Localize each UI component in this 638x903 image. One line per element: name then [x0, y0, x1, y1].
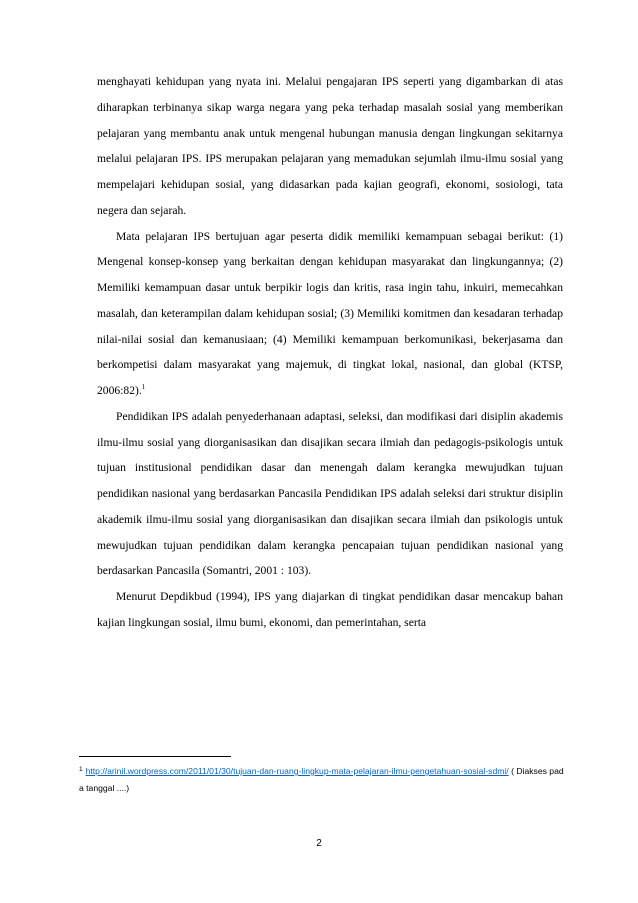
paragraph-3: Pendidikan IPS adalah penyederhanaan adaptasi, seleksi, dan modifikasi dari disiplin akademis ilmu-ilmu sosial yang diorganisasikan dan disajikan secara ilmiah dan pedagogis-psikologis untuk tujuan institusional pendidikan dasar dan menengah dalam kerangka mewujudkan tujuan pendidikan nasional yang berdasarkan Pancasila Pendidikan IPS adalah seleksi dari struktur disiplin akademik ilmu-ilmu sosial yang diorganisasikan dan disajikan secara ilmiah dan psikologis untuk mewujudkan tujuan pendidikan dalam kerangka pencapaian tujuan pendidikan nasional yang berdasarkan Pancasila (Somantri, 2001 : 103). [97, 409, 563, 578]
body-text [97, 69, 563, 636]
paragraph-1: menghayati kehidupan yang nyata ini. Melalui pengajaran IPS seperti yang digambarkan di atas diharapkan terbinanya sikap warga negara yang peka terhadap masalah sosial yang memberikan pelajaran yang membantu anak untuk mengenal hubungan manusia dengan lingkungan sekitarnya melalui pelajaran IPS. IPS merupakan pelajaran yang memadukan sejumlah ilmu-ilmu sosial yang mempelajari kehidupan sosial, yang didasarkan pada kajian geografi, ekonomi, sosiologi, tata negera dan sejarah. [97, 75, 563, 217]
footnote-reference[interactable]: 1 [141, 383, 146, 391]
footnote-separator [79, 756, 231, 757]
footnote-marker: 1 [79, 766, 83, 773]
footnote-link[interactable]: http://arinil.wordpress.com/2011/01/30/tujuan-dan-ruang-lingkup-mata-pelajaran-ilmu-pengetahuan-sosial-sdmi/ [85, 766, 509, 776]
paragraph-4: Menurut Depdikbud (1994), IPS yang diajarkan di tingkat pendidikan dasar mencakup bahan kajian lingkungan sosial, ilmu bumi, ekonomi, dan pemerintahan, serta [97, 590, 563, 629]
footnote [79, 763, 564, 797]
paragraph-2 [97, 224, 563, 404]
footnote-note: ( Diakses pada tanggal ....) [79, 766, 564, 793]
paragraph-2-text: Mata pelajaran IPS bertujuan agar peserta didik memiliki kemampuan sebagai berikut: (1) Mengenal konsep-konsep yang berkaitan dengan kehidupan masyarakat dan lingkungannya; (2) Memiliki kemampuan dasar untuk berpikir logis dan kritis, rasa ingin tahu, inkuiri, memecahkan masalah, dan keterampilan dalam kehidupan sosial; (3) Memiliki komitmen dan kesadaran terhadap nilai-nilai sosial dan kemanusiaan; (4) Memiliki kemampuan berkomunikasi, bekerjasama dan berkompetisi dalam masyarakat yang majemuk, di tingkat lokal, nasional, dan global (KTSP, 2006:82). [97, 229, 563, 397]
page-number: 2 [316, 838, 322, 849]
